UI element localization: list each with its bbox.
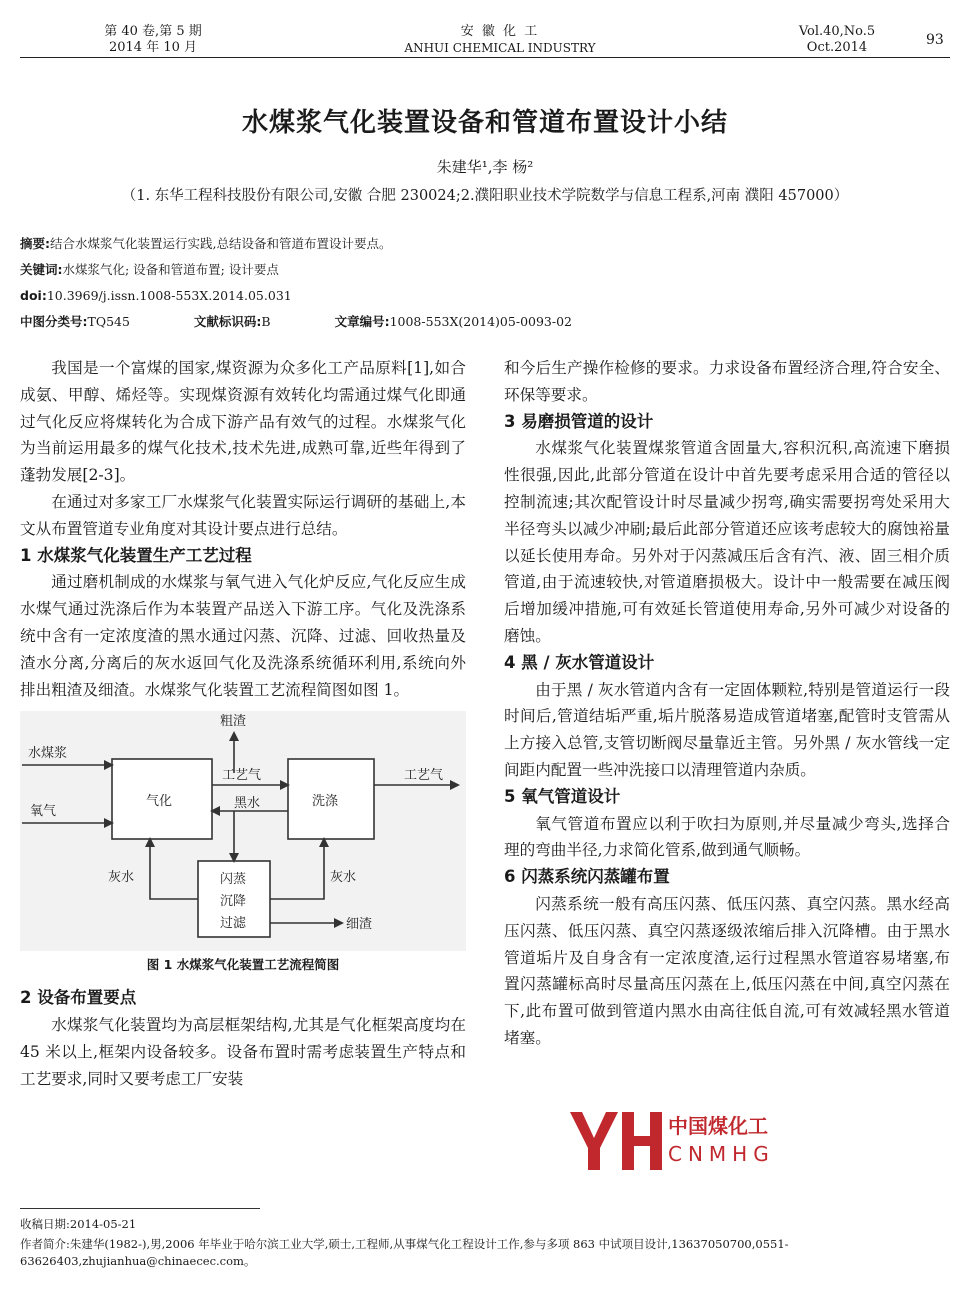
label-filter: 过滤 bbox=[220, 916, 247, 932]
oxygen-pipe-paragraph: 氧气管道布置应以利于吹扫为原则,并尽量减少弯头,选择合理的弯曲半径,力求简化管系,做到通气顺畅。 bbox=[504, 814, 950, 860]
received-date: 收稿日期:2014-05-21 bbox=[20, 1217, 137, 1231]
section-heading-4: 4 黑 / 灰水管道设计 bbox=[504, 652, 655, 672]
watermark-en: CNMHG bbox=[668, 1142, 775, 1166]
label-grey-water-2: 灰水 bbox=[330, 870, 357, 886]
continued-paragraph: 和今后生产操作检修的要求。力求设备布置经济合理,符合安全、环保等要求。 bbox=[504, 359, 950, 404]
flash-system-paragraph: 闪蒸系统一般有高压闪蒸、低压闪蒸、真空闪蒸。黑水经高压闪蒸、低压闪蒸、真空闪蒸逐级浓缩后排入沉降槽。由于黑水管道垢片及自身含有一定浓度渣,运行过程黑水管道容易堵塞,布置闪蒸罐标高时尽量高压闪蒸在上,低压闪蒸在中间,真空闪蒸在下,此布置可做到管道内黑水由高往低自流,可有效减轻黑水管道堵塞。 bbox=[504, 894, 950, 1047]
article-title: 水煤浆气化装置设备和管道布置设计小结 bbox=[241, 108, 728, 138]
footnote-rule bbox=[20, 1208, 260, 1209]
section-heading-2: 2 设备布置要点 bbox=[20, 988, 137, 1008]
section-heading-6: 6 闪蒸系统闪蒸罐布置 bbox=[504, 867, 670, 887]
section-heading-1: 1 水煤浆气化装置生产工艺过程 bbox=[20, 545, 252, 565]
label-process-gas-2: 工艺气 bbox=[404, 768, 444, 784]
clc-label: 中图分类号: bbox=[20, 314, 88, 329]
running-header-left bbox=[88, 24, 218, 56]
label-gasify: 气化 bbox=[146, 794, 173, 810]
running-header-center bbox=[380, 24, 620, 56]
issue-date-en: Oct.2014 bbox=[806, 40, 868, 55]
affiliations: （1. 东华工程科技股份有限公司,安徽 合肥 230024;2.濮阳职业技术学院数学与信息工程系,河南 濮阳 457000） bbox=[121, 188, 849, 204]
volume-issue-en: Vol.40,No.5 bbox=[798, 24, 876, 39]
abstract bbox=[20, 236, 391, 252]
keywords-label: 关键词: bbox=[20, 262, 63, 277]
doccode-label: 文献标识码: bbox=[193, 314, 262, 329]
black-grey-water-paragraph: 由于黑 / 灰水管道内含有一定固体颗粒,特别是管道运行一段时间后,管道结垢严重,垢片脱落易造成管道堵塞,配管时支管需从上方接入总管,支管切断阀尽量靠近主管。另外黑 / 灰水管线一定间距内配置一些冲洗接口以清理管道内杂质。 bbox=[504, 680, 950, 779]
right-column bbox=[504, 355, 950, 1052]
volume-issue: 第 40 卷,第 5 期 bbox=[104, 24, 202, 39]
left-column bbox=[20, 355, 466, 1093]
label-oxygen: 氧气 bbox=[30, 804, 57, 820]
clc-value: TQ545 bbox=[87, 314, 130, 329]
classification-line bbox=[20, 314, 950, 330]
author-list: 朱建华¹,李 杨² bbox=[436, 158, 534, 176]
label-wash: 洗涤 bbox=[312, 794, 339, 810]
label-grey-water-1: 灰水 bbox=[108, 870, 135, 886]
doi bbox=[20, 288, 292, 304]
author-bio: 作者简介:朱建华(1982-),男,2006 年毕业于哈尔滨工业大学,硕士,工程师,从事煤气化工程设计工作,参与多项 863 中试项目设计,13637050700,0551-63626403,zhujianhua@chinaecec.com。 bbox=[20, 1237, 789, 1268]
label-process-gas-1: 工艺气 bbox=[222, 768, 262, 784]
keywords bbox=[20, 262, 279, 278]
doccode-value: B bbox=[261, 314, 271, 329]
wear-pipe-paragraph: 水煤浆气化装置煤浆管道含固量大,容积沉积,高流速下磨损性很强,因此,此部分管道在设计中首先要考虑采用合适的管径以控制流速;其次配管设计时尽量减少拐弯,确实需要拐弯处采用大半径弯头以减少冲刷;最后此部分管道还应该考虑较大的腐蚀裕量以延长使用寿命。另外对于闪蒸减压后含有汽、液、固三相介质管道,由于流速较快,对管道磨损极大。设计中一般需要在减压阀后增加缓冲措施,可有效延长管道使用寿命,另外可减少对设备的磨蚀。 bbox=[504, 439, 950, 645]
doi-label: doi: bbox=[20, 288, 47, 303]
journal-name-cn: 安 徽 化 工 bbox=[460, 24, 540, 39]
figure-1 bbox=[20, 711, 466, 973]
article-number-label: 文章编号: bbox=[334, 314, 390, 329]
equipment-layout-paragraph: 水煤浆气化装置均为高层框架结构,尤其是气化框架高度均在 45 米以上,框架内设备较多。设备布置时需考虑装置生产特点和工艺要求,同时又要考虑工厂安装 bbox=[20, 1016, 466, 1088]
label-coarse-slag: 粗渣 bbox=[220, 714, 247, 730]
label-flash: 闪蒸 bbox=[220, 872, 247, 888]
process-paragraph: 通过磨机制成的水煤浆与氧气进入气化炉反应,气化反应生成水煤气通过洗涤后作为本装置产品送入下游工序。气化及洗涤系统中含有一定浓度渣的黑水通过闪蒸、沉降、过滤、回收热量及渣水分离,分离后的灰水返回气化及洗涤系统循环利用,系统向外排出粗渣及细渣。水煤浆气化装置工艺流程简图如图 1。 bbox=[20, 573, 466, 699]
abstract-text: 结合水煤浆气化装置运行实践,总结设备和管道布置设计要点。 bbox=[50, 236, 392, 251]
page-number: 93 bbox=[926, 32, 944, 48]
doi-value: 10.3969/j.issn.1008-553X.2014.05.031 bbox=[46, 288, 292, 303]
label-slurry: 水煤浆 bbox=[28, 746, 68, 762]
header-rule bbox=[20, 57, 950, 58]
section-heading-3: 3 易磨损管道的设计 bbox=[504, 411, 654, 431]
article-number-value: 1008-553X(2014)05-0093-02 bbox=[389, 314, 573, 329]
keywords-text: 水煤浆气化; 设备和管道布置; 设计要点 bbox=[62, 262, 279, 277]
label-black-water: 黑水 bbox=[234, 796, 261, 812]
section-heading-5: 5 氧气管道设计 bbox=[504, 786, 621, 806]
label-settle: 沉降 bbox=[220, 894, 247, 910]
issue-date: 2014 年 10 月 bbox=[108, 40, 198, 55]
intro-paragraph-2: 在通过对多家工厂水煤浆气化装置实际运行调研的基础上,本文从布置管道专业角度对其设计要点进行总结。 bbox=[20, 492, 466, 538]
figure-caption: 图 1 水煤浆气化装置工艺流程简图 bbox=[146, 957, 340, 973]
watermark-cn: 中国煤化工 bbox=[668, 1114, 768, 1138]
process-flow-diagram bbox=[20, 711, 466, 951]
abstract-label: 摘要: bbox=[20, 236, 50, 251]
intro-paragraph: 我国是一个富煤的国家,煤资源为众多化工产品原料[1],如合成氨、甲醇、烯烃等。实现煤资源有效转化均需通过煤气化即通过气化反应将煤转化为合成下游产品有效气的过程。水煤浆气化为当前运用最多的煤气化技术,技术先进,成熟可靠,近些年得到了蓬勃发展[2-3]。 bbox=[20, 359, 466, 485]
running-header-right bbox=[782, 24, 892, 56]
label-fine-slag: 细渣 bbox=[346, 917, 373, 933]
journal-name-en: ANHUI CHEMICAL INDUSTRY bbox=[404, 41, 596, 55]
